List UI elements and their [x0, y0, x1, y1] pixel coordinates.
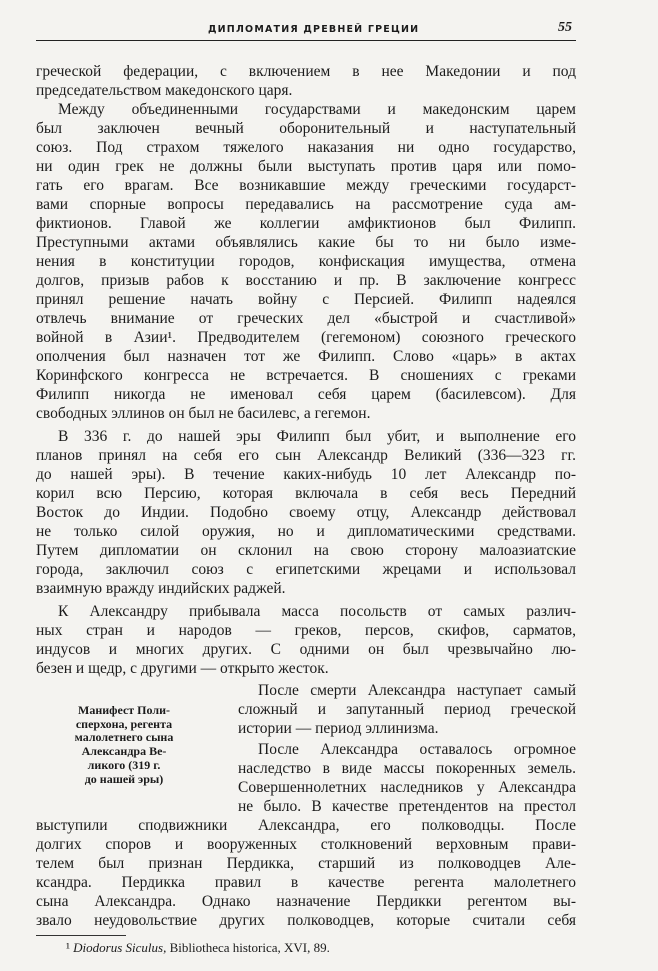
text-line: председательством македонского царя.: [36, 82, 293, 99]
footnote-rule: [36, 935, 126, 936]
page-header: [0, 18, 658, 40]
text-line: К Александру прибывала масса посольств от самых различ-: [58, 603, 576, 620]
text-line: После Александра оставалось огромное: [258, 741, 576, 758]
text-line: ксандра. Пердикка правил в качестве регента малолетнего: [36, 874, 576, 891]
text-line: войной в Азии¹. Предводителем (гегемоном) союзного греческого: [36, 329, 576, 346]
text-line: Преступными актами объявлялись какие бы то ни было изме-: [36, 234, 576, 251]
text-line: звало неудовольствие других полководцев, которые считали себя: [36, 912, 576, 929]
text-line: не было. В качестве претендентов на престол: [238, 798, 576, 815]
text-line: После смерти Александра наступает самый: [258, 682, 576, 699]
footnote-author: Diodorus Siculus,: [73, 940, 167, 955]
text-line: взаимную вражду индийских раджей.: [36, 580, 286, 597]
text-line: телем был признан Пердикка, старший из полководцев Але-: [36, 855, 576, 872]
text-line: фиктионов. Главой же коллегии амфиктионов был Филипп.: [36, 215, 576, 232]
text-line: В 336 г. до нашей эры Филипп был убит, и выполнение его: [58, 428, 576, 445]
text-line: Коринфского конгресса не встречается. В сношениях с греками: [36, 367, 576, 384]
margin-note-line: малолетнего сына: [74, 730, 174, 745]
text-line: Совершеннолетних наследников у Александра: [238, 779, 576, 796]
margin-note: [34, 704, 214, 786]
text-line: выступили сподвижники Александра, его полководцы. После: [36, 817, 576, 834]
text-line: сложный и запутанный период греческой: [238, 701, 576, 718]
margin-note-line: до нашей эры): [84, 771, 164, 786]
text-line: гать его врагам. Все возникавшие между греческими государст-: [36, 177, 576, 194]
text-line: наследство в виде массы покоренных земель.: [238, 760, 576, 777]
text-line: ни один грек не должны были выступать против царя или помо-: [36, 158, 576, 175]
header-rule: [36, 40, 576, 41]
text-line: греческой федерации, с включением в нее Македонии и под: [36, 63, 576, 80]
running-title: ДИПЛОМАТИЯ ДРЕВНЕЙ ГРЕЦИИ: [208, 24, 420, 35]
text-line: свободных эллинов он был не басилевс, а гегемон.: [36, 405, 371, 422]
text-line: был заключен вечный оборонительный и наступательный: [36, 120, 576, 137]
text-line: вами спорные вопросы передавались на рассмотрение суда ам-: [36, 196, 576, 213]
text-line: до нашей эры). В течение каких-нибудь 10 лет Александр по-: [36, 466, 576, 483]
text-line: сына Александра. Однако назначение Пердикки регентом вы-: [36, 893, 576, 910]
margin-note-line: ликого (319 г.: [87, 757, 161, 772]
text-line: Филипп никогда не именовал себя царем (басилевсом). Для: [36, 386, 576, 403]
text-line: союз. Под страхом тяжелого наказания ни одно государство,: [36, 139, 576, 156]
footnote-marker: ¹: [66, 940, 70, 955]
text-line: Восток до Индии. Подобно своему отцу, Александр действовал: [36, 504, 576, 521]
text-line: индусов и многих других. С одними он был чрезвычайно лю-: [36, 641, 576, 658]
footnote-source: Bibliotheca historica, XVI, 89.: [169, 940, 330, 955]
text-line: отвлечь внимание от греческих дел «быстрой и счастливой»: [36, 310, 576, 327]
text-line: Между объединенными государствами и македонским царем: [58, 101, 576, 118]
text-line: принял решение начать войну с Персией. Филипп надеялся: [36, 291, 576, 308]
text-line: планов принял на себя его сын Александр Великий (336—323 гг.: [36, 447, 576, 464]
margin-note-line: сперхона, регента: [75, 716, 173, 731]
text-line: ополчения был назначен тот же Филипп. Слово «царь» в актах: [36, 348, 576, 365]
text-line: корил всю Персию, которая включала в себя весь Передний: [36, 485, 576, 502]
page-number: 55: [558, 20, 572, 35]
text-line: нения в конституции городов, конфискация имущества, отмена: [36, 253, 576, 270]
text-line: ных стран и народов — греков, персов, скифов, сарматов,: [36, 622, 576, 639]
text-line: не только силой оружия, но и дипломатическими средствами.: [36, 523, 576, 540]
text-line: города, заключил союз с египетскими жрецами и использовал: [36, 561, 576, 578]
footnote: [66, 940, 330, 956]
text-line: безен и щедр, с другими — открыто жесток.: [36, 660, 329, 677]
text-line: Путем дипломатии он склонил на свою сторону малоазиатские: [36, 542, 576, 559]
text-line: долгов, призыв рабов к восстанию и пр. В заключение конгресс: [36, 272, 576, 289]
margin-note-line: Александра Ве-: [81, 744, 167, 759]
margin-note-line: Манифест Поли-: [78, 703, 170, 717]
text-line: истории — период эллинизма.: [238, 720, 439, 737]
text-line: долгих споров и вооруженных столкновений верховным прави-: [36, 836, 576, 853]
